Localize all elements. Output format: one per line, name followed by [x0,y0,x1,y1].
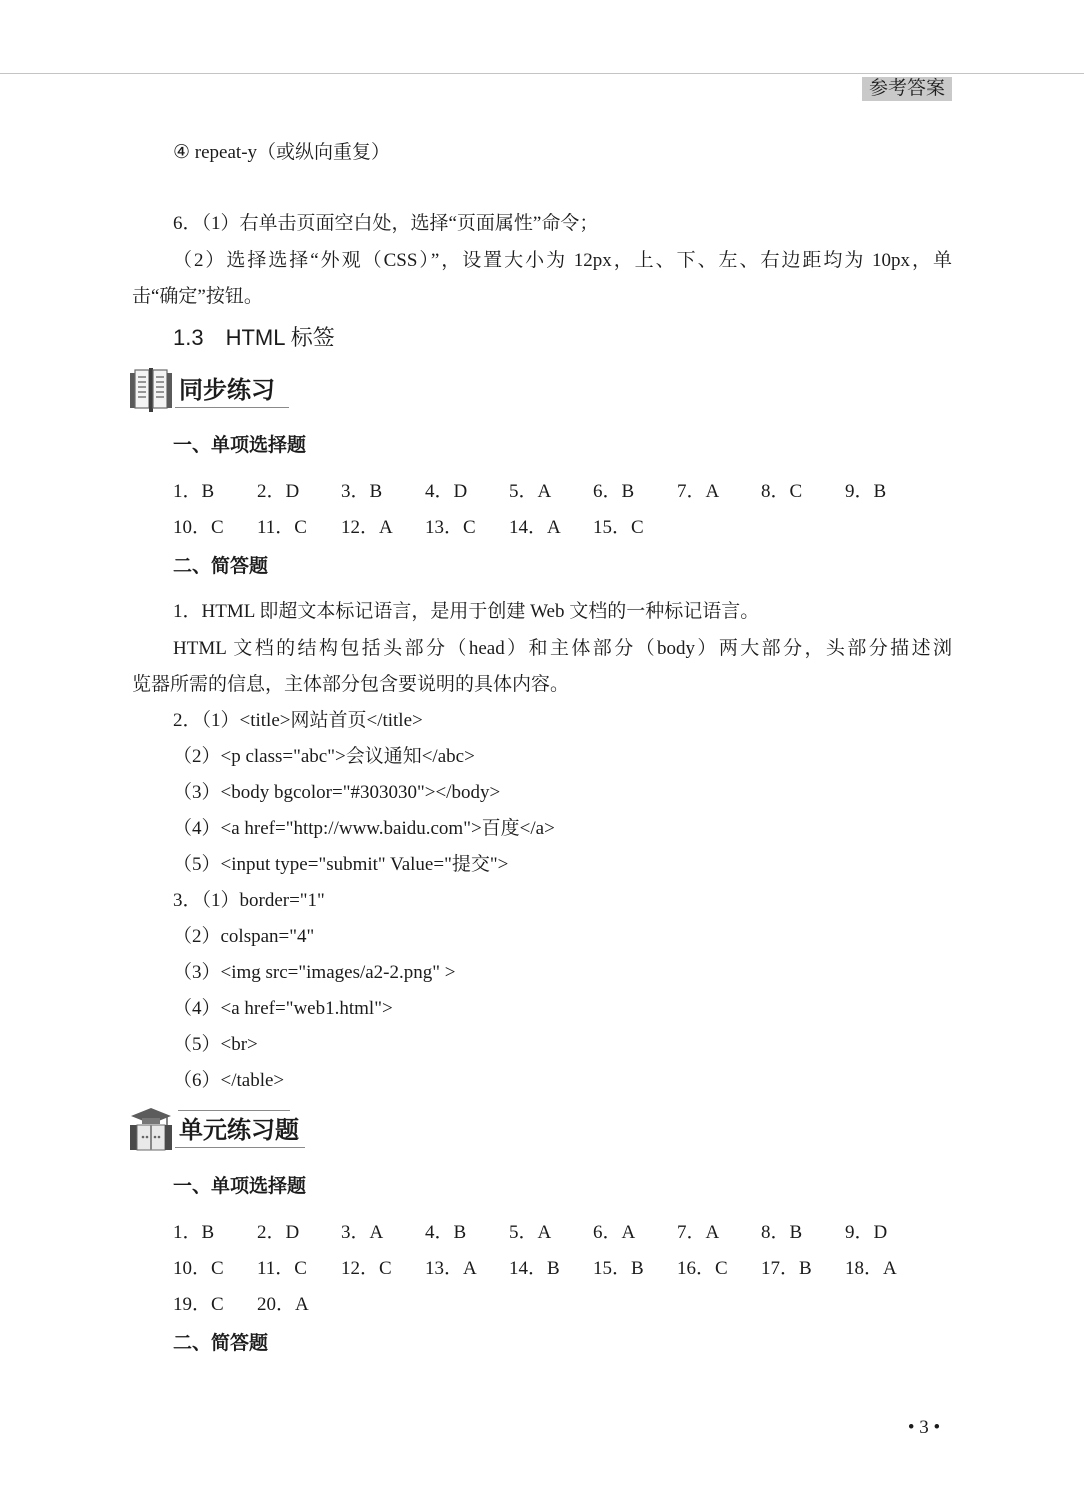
answer-line: （3）<body bgcolor="#303030"></body> [173,782,501,803]
answer-line: 1．HTML 即超文本标记语言，是用于创建 Web 文档的一种标记语言。 [173,601,760,622]
answer-item: 8．B [761,1222,803,1243]
answer-item: 14．A [509,517,561,538]
header-rule [0,73,1084,74]
section-title: 1.3 HTML 标签 [173,325,335,350]
answer-item: 4．D [425,481,468,502]
answer-item: 18．A [845,1258,897,1279]
answer-item: 13．C [425,517,476,538]
answer-item: 6．B [593,481,635,502]
answer-item: 20．A [257,1294,309,1315]
book-icon [129,368,173,412]
sync-practice-title: 同步练习 [179,377,275,404]
answer-item: 5．A [509,481,552,502]
answer-item: 6．A [593,1222,636,1243]
choice-heading: 一、单项选择题 [173,1176,307,1197]
answer-item: 10．C [173,1258,224,1279]
answer-line: 3．（1）border="1" [173,890,325,911]
answer-item: 15．B [593,1258,644,1279]
answer-line: （5）<input type="submit" Value="提交"> [173,854,509,875]
answer-item: 8．C [761,481,803,502]
answer-line: （2）选择选择“外观（CSS）”，设置大小为 12px，上、下、左、右边距均为 10px，单 [173,250,952,271]
answer-item: 1．B [173,1222,215,1243]
answer-item: 3．A [341,1222,384,1243]
answer-item: 19．C [173,1294,224,1315]
answer-grid [173,1215,929,1323]
answer-item: 14．B [509,1258,560,1279]
answer-item: 11．C [257,517,307,538]
answer-item: 15．C [593,517,644,538]
choice-heading: 一、单项选择题 [173,435,307,456]
answer-item: 11．C [257,1258,307,1279]
answer-item: 1．B [173,481,215,502]
answer-grid [173,474,929,546]
answer-line: （4）<a href="web1.html"> [173,998,393,1019]
page-number: • 3 • [907,1417,941,1438]
answer-item: 17．B [761,1258,812,1279]
answer-line: （2）<p class="abc">会议通知</abc> [173,746,475,767]
answer-item: 7．A [677,1222,720,1243]
answer-line: HTML 文档的结构包括头部分（head）和主体部分（body）两大部分，头部分描述浏 [173,638,952,659]
answer-item: 2．D [257,1222,300,1243]
answer-item: 4．B [425,1222,467,1243]
answer-item: 7．A [677,481,720,502]
answer-item: 3．B [341,481,383,502]
answer-line: 览器所需的信息，主体部分包含要说明的具体内容。 [132,674,570,695]
answer-item: 16．C [677,1258,728,1279]
title-underline [175,407,289,408]
answer-line: （5）<br> [173,1034,258,1055]
short-answer-heading: 二、简答题 [173,556,269,577]
answer-line: （3）<img src="images/a2-2.png" > [173,962,456,983]
section-badge: 参考答案 [862,77,952,101]
short-answer-heading: 二、简答题 [173,1333,269,1354]
answer-item: 9．D [845,1222,888,1243]
answer-item: 5．A [509,1222,552,1243]
answer-line: （2）colspan="4" [173,926,315,947]
title-underline [175,1147,305,1148]
answer-line: 2．（1）<title>网站首页</title> [173,710,423,731]
answer-line: （6）</table> [173,1070,285,1091]
graduation-cap-icon [129,1107,173,1151]
answer-line: （4）<a href="http://www.baidu.com">百度</a> [173,818,555,839]
answer-item: 13．A [425,1258,477,1279]
answer-item: 12．C [341,1258,392,1279]
answer-item: 2．D [257,481,300,502]
answer-item: 10．C [173,517,224,538]
answer-line: ④ repeat-y（或纵向重复） [173,142,391,163]
answer-item: 9．B [845,481,887,502]
answer-line: 击“确定”按钮。 [132,286,263,307]
answer-line: 6．（1）右单击页面空白处，选择“页面属性”命令； [173,213,599,234]
title-overline [178,1110,290,1111]
unit-practice-title: 单元练习题 [179,1117,299,1144]
answer-item: 12．A [341,517,393,538]
